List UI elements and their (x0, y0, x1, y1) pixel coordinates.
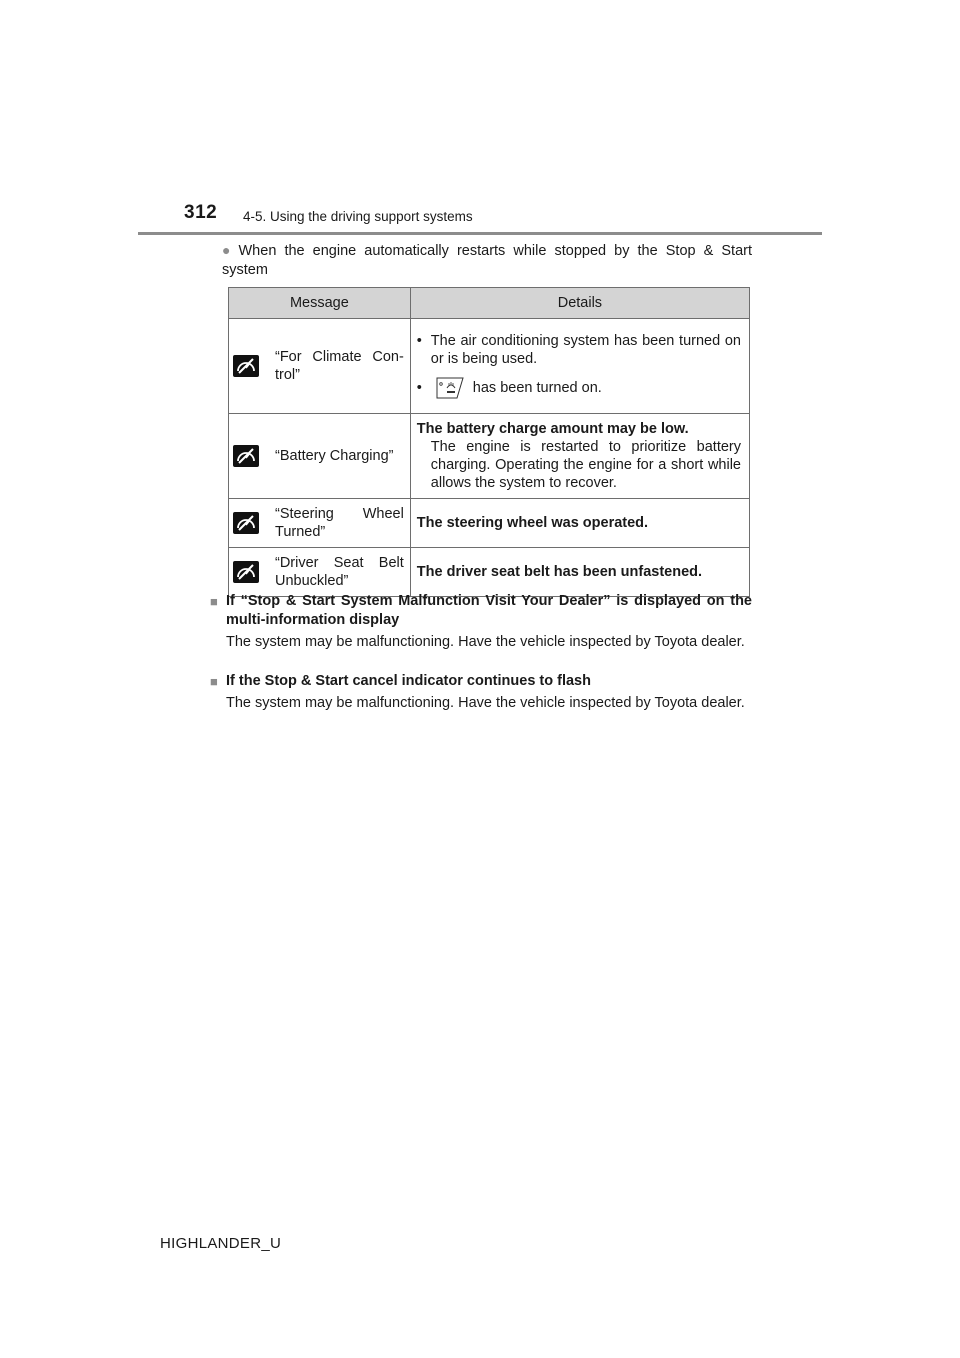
message-table (228, 287, 750, 597)
detail-bullet: • The air conditioning system has been turned on or is being used. (416, 333, 741, 367)
details-cell (410, 548, 749, 597)
stop-start-cancel-indicator-icon (233, 445, 259, 467)
message-cell (229, 319, 411, 414)
table-row (229, 548, 750, 597)
section-text: The system may be malfunctioning. Have the vehicle inspected by Toyota dealer. (226, 634, 745, 650)
table-row (229, 319, 750, 414)
detail-bold-text: The battery charge amount may be low. (416, 421, 689, 437)
front-defroster-button-icon (435, 376, 465, 400)
square-bullet-icon: ■ (210, 674, 218, 689)
stop-start-cancel-indicator-icon (233, 512, 259, 534)
malfunction-message-section (210, 592, 752, 652)
message-cell (229, 548, 411, 597)
message-text: “Driver Seat Belt Unbuckled” (275, 555, 404, 589)
message-text: “For Climate Con-trol” (275, 349, 404, 383)
message-text: “Battery Charging” (275, 448, 394, 464)
section-text: The system may be malfunctioning. Have the vehicle inspected by Toyota dealer. (226, 695, 745, 711)
section-heading: If the Stop & Start cancel indicator continues to flash (226, 673, 591, 689)
stop-start-cancel-indicator-icon (233, 561, 259, 583)
square-bullet-icon: ■ (210, 594, 218, 609)
footer-model: HIGHLANDER_U (160, 1235, 282, 1252)
detail-text: The engine is restarted to prioritize battery charging. Operating the engine for a short while allows the system to recover. (430, 439, 741, 491)
indicator-flash-section (210, 672, 752, 713)
intro-text: When the engine automatically restarts while stopped by the Stop & Start system (222, 243, 752, 278)
col-details-header: Details (410, 288, 749, 319)
stop-start-cancel-indicator-icon (233, 355, 259, 377)
detail-bold-text: The steering wheel was operated. (416, 515, 649, 531)
circle-bullet-icon: ● (222, 242, 235, 258)
table-row (229, 414, 750, 499)
details-cell (410, 499, 749, 548)
col-message-header: Message (229, 288, 411, 319)
intro-bullet (222, 241, 752, 280)
message-text: “Steering Wheel Turned” (275, 506, 404, 540)
message-cell (229, 499, 411, 548)
message-cell (229, 414, 411, 499)
detail-bullet-text: has been turned on. (472, 379, 602, 396)
detail-bullet-text: The air conditioning system has been turned on or is being used. (430, 333, 741, 367)
detail-bullet: • has been turned on. (417, 376, 741, 400)
section-heading: If “Stop & Start System Malfunction Visit Your Dealer” is displayed on the multi-information display (226, 593, 752, 628)
header-rule (138, 232, 822, 235)
section-title: 4-5. Using the driving support systems (243, 209, 473, 224)
table-row (229, 499, 750, 548)
details-cell (410, 319, 749, 414)
table-header-row (229, 288, 750, 319)
page-number: 312 (184, 202, 218, 223)
detail-bold-text: The driver seat belt has been unfastened. (416, 564, 703, 580)
details-cell (410, 414, 749, 499)
